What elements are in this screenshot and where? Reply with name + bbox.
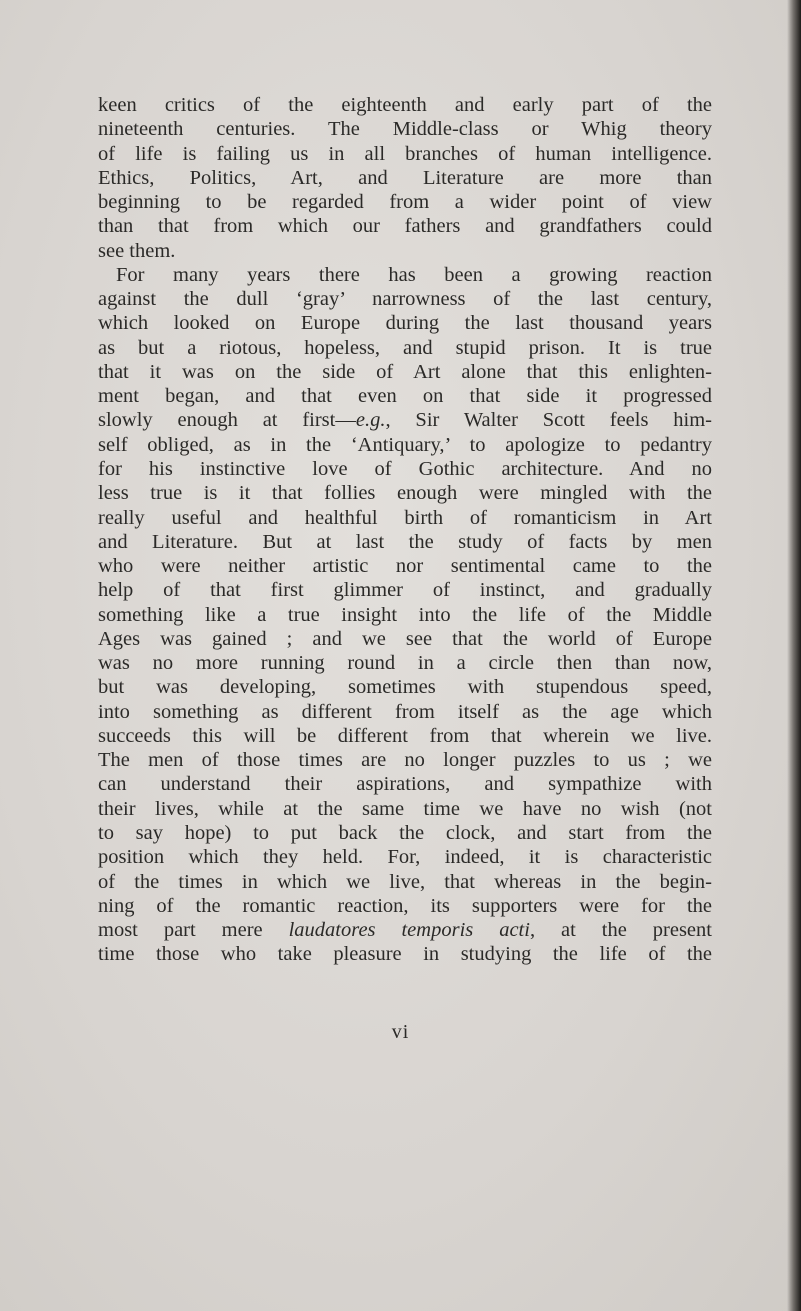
text-line: The men of those times are no longer puzzles to us ; we [98,749,712,772]
text-line: but was developing, sometimes with stupendous speed, [98,676,712,699]
text-line: Ethics, Politics, Art, and Literature are more than [98,166,712,189]
text-line: of the times in which we live, that whereas in the begin- [98,870,712,893]
text-line: time those who take pleasure in studying the life of the [98,943,712,966]
page-number: vi [391,1021,410,1043]
body-text [98,93,712,967]
text-line: help of that first glimmer of instinct, and gradually [98,579,712,602]
text-line: who were neither artistic nor sentimental came to the [98,555,712,578]
text-line: Ages was gained ; and we see that the world of Europe [98,627,712,650]
text-line: succeeds this will be different from that wherein we live. [98,724,712,747]
text-line: into something as different from itself as the age which [98,700,712,723]
text-line: most part mere laudatores temporis acti, at the present [98,919,712,942]
italic-phrase: e.g. [355,409,386,432]
text-line: less true is it that follies enough were mingled with the [98,482,712,505]
text-line: as but a riotous, hopeless, and stupid prison. It is true [98,336,712,359]
text-line: and Literature. But at last the study of facts by men [98,530,712,553]
text-line: against the dull ‘gray’ narrowness of the last century, [98,288,712,311]
text-line: position which they held. For, indeed, it is characteristic [98,846,712,869]
text-line: was no more running round in a circle then than now, [98,652,712,675]
text-line: than that from which our fathers and grandfathers could [98,215,712,238]
text-line: something like a true insight into the life of the Middle [98,603,712,626]
text-line: keen critics of the eighteenth and early part of the [98,94,712,116]
text-line: beginning to be regarded from a wider point of view [98,191,712,214]
text-line: of life is failing us in all branches of human intelligence. [98,142,712,165]
text-line: for his instinctive love of Gothic architecture. And no [98,457,712,480]
text-line: their lives, while at the same time we have no wish (not [98,797,712,820]
text-line: see them. [98,239,176,262]
text-line: slowly enough at first—e.g., Sir Walter Scott feels him- [98,409,713,432]
text-line: nineteenth centuries. The Middle-class or Whig theory [98,118,712,141]
text-line: that it was on the side of Art alone that this enlighten- [98,360,712,383]
text-line: ning of the romantic reaction, its supporters were for the [98,894,712,917]
text-line: can understand their aspirations, and sympathize with [98,773,712,796]
text-line: ment began, and that even on that side it progressed [98,385,712,408]
text-line: self obliged, as in the ‘Antiquary,’ to apologize to pedantry [98,433,712,456]
paragraph-start-line: For many years there has been a growing reaction [116,263,712,286]
italic-phrase: laudatores temporis acti [288,919,530,942]
text-line: really useful and healthful birth of romanticism in Art [98,506,712,529]
text-line: to say hope) to put back the clock, and start from the [98,821,712,844]
page-binding-shadow [787,0,801,1311]
text-line: which looked on Europe during the last thousand years [98,312,712,335]
